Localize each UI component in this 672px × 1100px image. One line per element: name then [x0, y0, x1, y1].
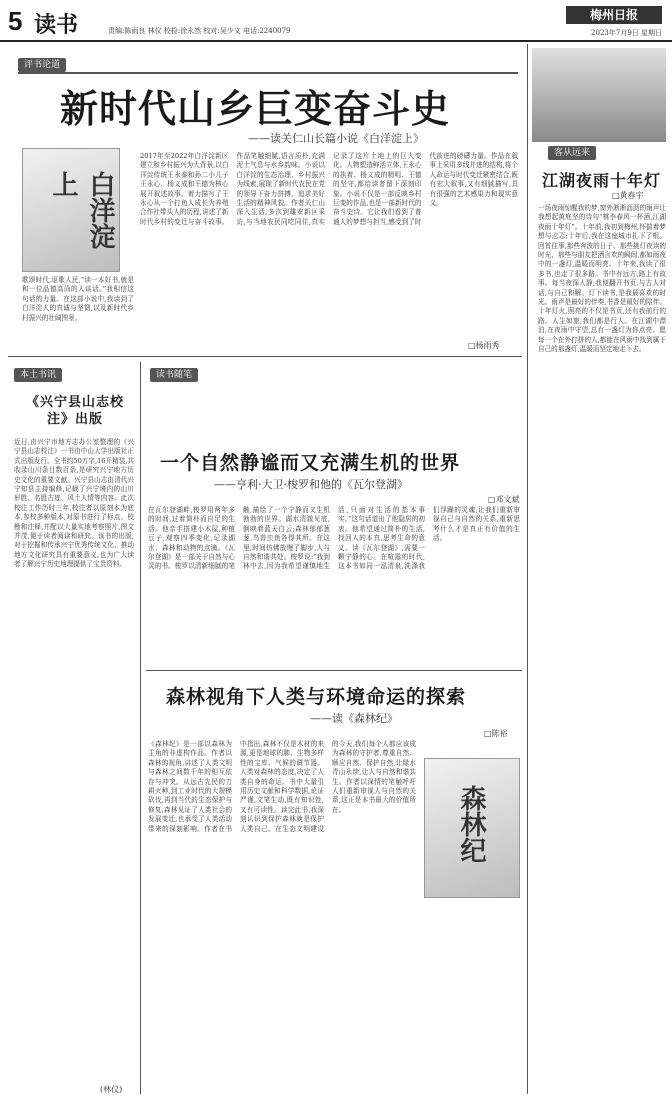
page-number: 5 — [8, 6, 23, 36]
news-headline: 《兴宁县山志校注》出版 — [25, 395, 124, 427]
article-subtitle: ——读关仁山长篇小说《白洋淀上》 — [248, 132, 424, 145]
caption-text: 歌颂时代,讴歌人民,“读一本好书,就是和一位品德高尚的人谈话。”我相信这句话的力量。在这部小说中,我读到了白洋淀人的真诚与坚韧,以及新时代乡村振兴的壮阔图景。 — [22, 276, 134, 322]
book-cover-image — [424, 758, 520, 898]
issue-date: 2023年7月9日 星期日 — [591, 29, 662, 37]
forest-body: 《森林纪》是一部以森林为主角的非虚构作品。作者以森林的视角,讲述了人类文明与森林之间数千年的相互依存与冲突。从远古先民的刀耕火种,到工业时代的大规模砍伐,再到当代的生态保护与修复,森林见证了人类社会的发展变迁,也承受了人类活动带来的深刻影响。作者在书中指出,森林不仅是木材的来源,更是地球的肺、生物多样性的宝库、气候的调节器。人类对森林的态度,决定了人类自身的命运。书中大量引用历史文献和科学数据,论证严谨,文笔生动,既有知识性,又有可读性。读完此书,我深刻认识到保护森林就是保护人类自己。在生态文明建设的今天,我们每个人都应该成为森林的守护者,尊重自然、顺应自然、保护自然,让绿水青山永续,让人与自然和谐共生。作者以深情的笔触呼吁人们重新审视人与自然的关系,这正是本书最大的价值所在。 — [148, 740, 416, 833]
section-tag-review: 评书论道 — [18, 58, 66, 72]
essay-body: 在瓦尔登湖畔,梭罗用两年多的时间,过着简朴而自足的生活。他亲手搭建小木屋,种植豆子,观察四季变化,记录湖水、森林和动物的点滴。《瓦尔登湖》是一部关于自然与心灵的书。梭罗以清新细腻的笔触,描绘了一个宁静而又生机勃勃的世界。湖水清澈见底,倒映着蓝天白云;森林郁郁葱葱,鸟兽虫鱼各得其所。在这里,时间仿佛放慢了脚步,人与自然和谐共处。梭罗说:“我到林中去,因为我希望谨慎地生活,只面对生活的基本事实。”这句话道出了他隐居的初衷。他希望通过简朴的生活,找回人的本真,思考生命的意义。读《瓦尔登湖》,需要一颗宁静的心。在喧嚣的时代,这本书如同一泓清泉,洗涤我们浮躁的灵魂,让我们重新审视自己与自然的关系,重新思考什么才是真正有价值的生活。 — [148, 506, 520, 571]
essay-headline: 一个自然静谧而又充满生机的世界 — [160, 452, 461, 474]
book-cover-title: 森林纪 — [456, 785, 486, 863]
section-tag-news: 本土书讯 — [14, 368, 62, 382]
book-cover-title: 白洋淀上 — [48, 171, 115, 249]
sidebar-author: □黄春宇 — [612, 191, 644, 200]
newspaper-logo: 梅州日报 — [566, 6, 662, 24]
article-headline: 新时代山乡巨变奋斗史 — [60, 86, 451, 131]
article-author: □杨雨秀 — [468, 341, 500, 350]
essay-author: □邓文斌 — [488, 495, 520, 504]
section-rule — [18, 72, 518, 74]
section-tag-essay: 读书随笔 — [150, 368, 198, 382]
sidebar-body: 一场夜雨惊醒我的梦,窗外淅淅沥沥的雨声让我想起黄庭坚的诗句“桃李春风一杯酒,江湖夜雨十年灯”。十年前,我初到梅州,怀揣着梦想与忐忑;十年后,我在这座城市扎下了根。回首往事,那些奔波的日子、那些挑灯夜读的时光、那些与朋友把酒言欢的瞬间,都如雨夜中的一盏灯,温暖而明亮。十年来,我读了很多书,也走了很多路。书中有远方,路上有故事。每当夜深人静,我便翻开书页,与古人对话,与自己和解。灯下读书,是我最喜欢的时光。雨声是最好的伴奏,书香是最好的陪伴。十年灯火,照亮的不仅是书页,还有我前行的路。人生如旅,我们都是行人。在江湖中漂泊,在夜雨中守望,总有一盏灯为你点亮。愿每一个在外打拼的人,都能在风雨中找到属于自己的那盏灯,温暖而坚定地走下去。 — [538, 204, 666, 354]
page-header — [0, 0, 672, 42]
news-author: (林仪) — [100, 1085, 123, 1094]
forest-subtitle: ——读《森林纪》 — [310, 712, 398, 725]
essay-subtitle: ——亨利·大卫·梭罗和他的《瓦尔登湖》 — [214, 478, 408, 491]
article-body: 2017年至2022年白洋淀新区建立和乡村振兴为大背景,以白洋淀传统王永泰和孙二小儿子王永心、杨义成和王德为核心展开叙述故事。着力描写了王永心从一个打鱼人成长为养殖合作社带头人的历程,讲述了新时代乡村的变迁与奋斗故事。作品笔触细腻,语言质朴,充满泥土气息与水乡韵味。小说以白洋淀的生态治理、乡村振兴为线索,展现了新时代农民在党的领导下奋力拼搏、追求美好生活的精神风貌。作者关仁山深入生活,多次到雄安新区采访,与当地农民同吃同住,真实记录了这片土地上的巨大变化。人物塑造鲜活立体,王永心的执着、杨义成的精明、王德的坚守,都给读者留下深刻印象。小说不仅是一部反映乡村巨变的作品,也是一部新时代的奋斗史诗。它让我们看到了普通人的梦想与担当,感受到了时代前进的磅礴力量。作品在叙事上采用多线并进的结构,将个人命运与时代变迁紧密结合,既有宏大叙事,又有细腻描写,具有很强的艺术感染力和现实意义。 — [140, 152, 518, 226]
news-body: 近日,由兴宁市地方志办公室整理的《兴宁县山志校注》一书由中山大学出版社正式出版发行。全书约50万字,16开精装,共收录山川条目数百条,是研究兴宁地方历史文化的重要文献。兴宁县山志由清代兴宁知县主持编修,记载了兴宁境内的山川形胜、名胜古迹、风土人情等内容。此次校注工作历时三年,校注者以原刻本为底本,参校多种版本,对原书进行了标点、校勘和注释,并配以大量实地考察照片,图文并茂,便于读者阅读和研究。该书的出版,对于挖掘和传承兴宁优秀传统文化、推动地方文化研究具有重要意义,也为广大读者了解兴宁历史地理提供了宝贵资料。 — [14, 438, 134, 569]
section-tag-sidebar: 客从远来 — [548, 146, 596, 160]
horizontal-divider — [146, 670, 522, 671]
column-divider — [140, 362, 141, 1094]
forest-headline: 森林视角下人类与环境命运的探索 — [166, 686, 467, 708]
section-title: 读书 — [34, 12, 79, 37]
sidebar-headline: 江湖夜雨十年灯 — [542, 171, 662, 190]
forest-author: □陈裕 — [484, 729, 508, 738]
book-cover-image — [22, 148, 120, 272]
editor-credits: 责编:陈雨良 林仪 校检:徐永然 校对:吴少文 电话:2240079 — [108, 27, 291, 35]
forest-body-continued — [424, 904, 518, 1084]
pine-tree-image — [532, 48, 666, 142]
horizontal-divider — [8, 356, 522, 357]
column-divider — [527, 44, 528, 1094]
